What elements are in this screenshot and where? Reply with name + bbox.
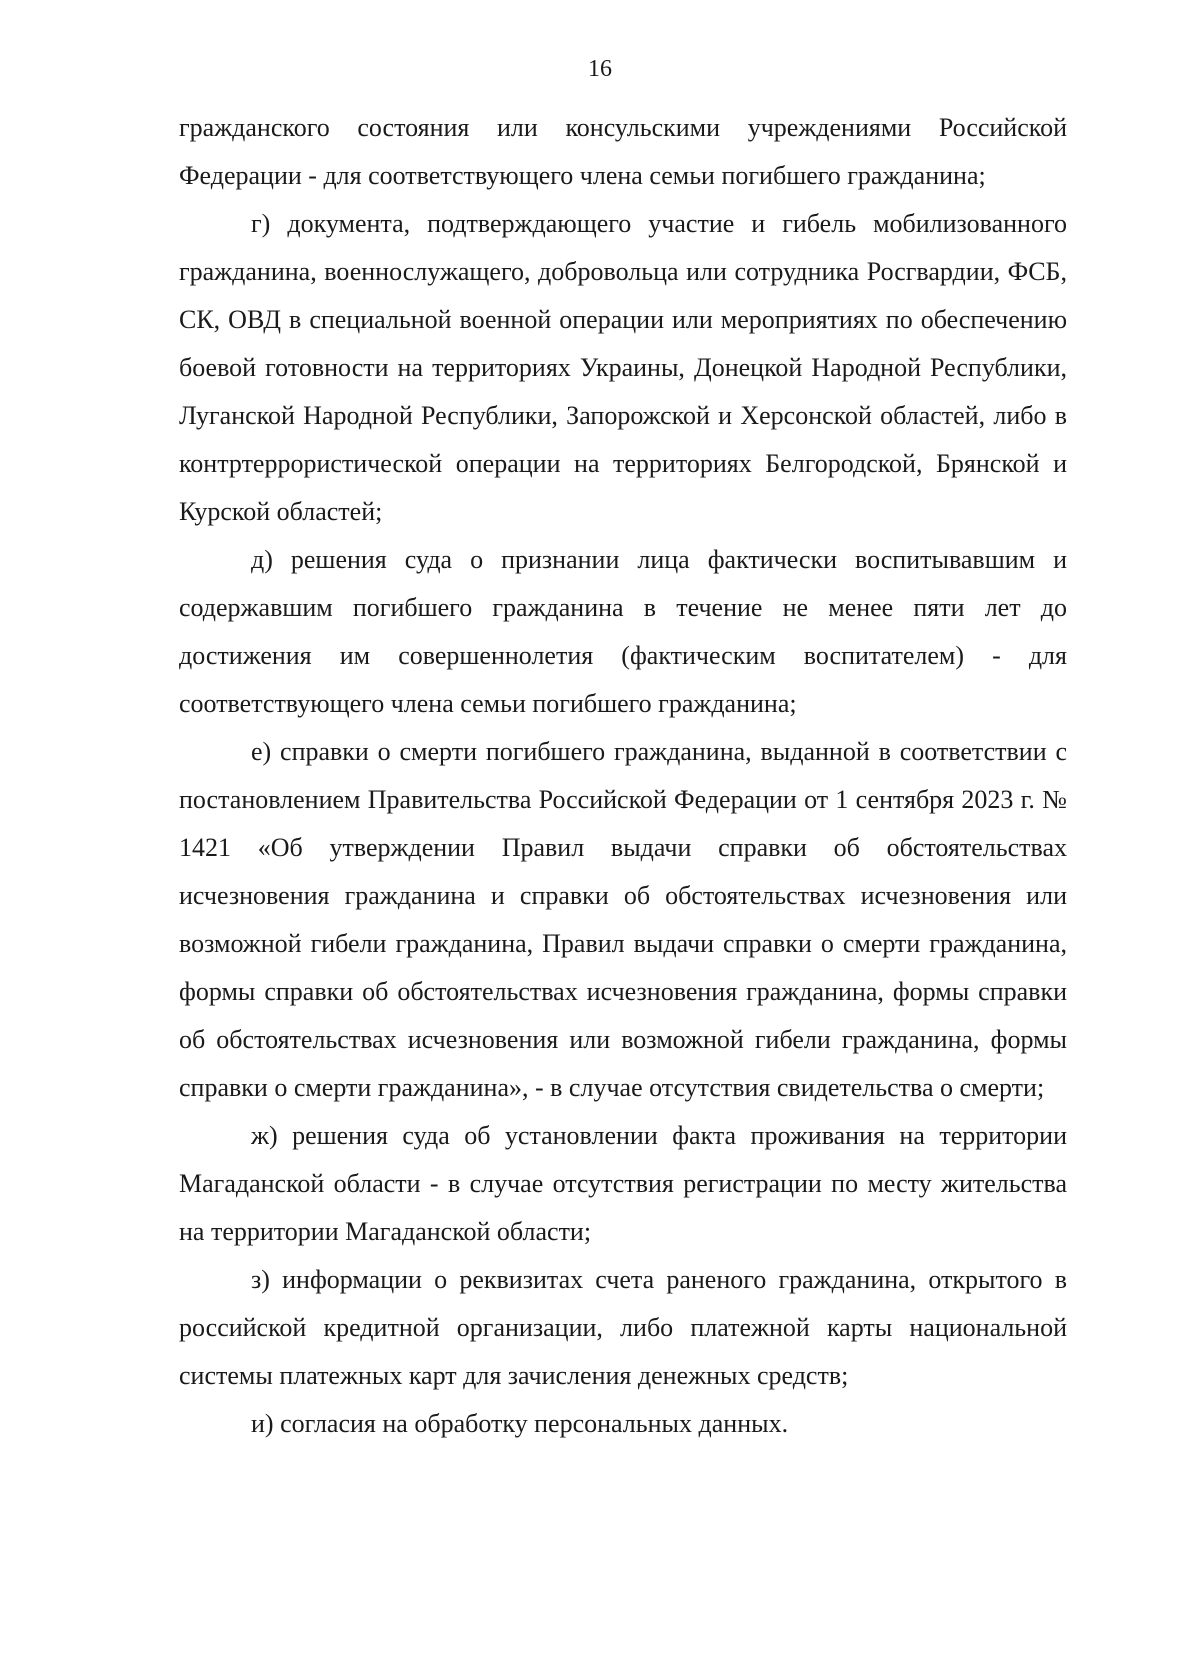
page-number: 16 bbox=[588, 56, 612, 82]
paragraph-item-g: г) документа, подтверждающего участие и гибель мобилизованного гражданина, военнослужащего, добровольца или сотрудника Росгвардии, ФСБ, СК, ОВД в специальной военной операции или мероприятиях по обеспечению боевой готовности на территориях Украины, Донецкой Народной Республики, Луганской Народной Республики, Запорожской и Херсонской областей, либо в контртеррористической операции на территориях Белгородской, Брянской и Курской областей; bbox=[179, 209, 1067, 526]
paragraph-item-i: и) согласия на обработку персональных данных. bbox=[251, 1409, 789, 1438]
paragraph-continuation: гражданского состояния или консульскими учреждениями Российской Федерации - для соответствующего члена семьи погибшего гражданина; bbox=[179, 113, 1067, 190]
paragraph-item-e: е) справки о смерти погибшего гражданина, выданной в соответствии с постановлением Правительства Российской Федерации от 1 сентября 2023 г. № 1421 «Об утверждении Правил выдачи справки об обстоятельствах исчезновения гражданина и справки об обстоятельствах исчезновения или возможной гибели гражданина, Правил выдачи справки о смерти гражданина, формы справки об обстоятельствах исчезновения гражданина, формы справки об обстоятельствах исчезновения или возможной гибели гражданина, формы справки о смерти гражданина», - в случае отсутствия свидетельства о смерти; bbox=[179, 737, 1067, 1102]
paragraph-item-zh: ж) решения суда об установлении факта проживания на территории Магаданской области - в случае отсутствия регистрации по месту жительства на территории Магаданской области; bbox=[179, 1121, 1067, 1246]
paragraph-item-z: з) информации о реквизитах счета раненого гражданина, открытого в российской кредитной организации, либо платежной карты национальной системы платежных карт для зачисления денежных средств; bbox=[179, 1265, 1067, 1390]
paragraph-item-d: д) решения суда о признании лица фактически воспитывавшим и содержавшим погибшего гражданина в течение не менее пяти лет до достижения им совершеннолетия (фактическим воспитателем) - для соответствующего члена семьи погибшего гражданина; bbox=[179, 545, 1067, 718]
document-body bbox=[179, 104, 1067, 1448]
